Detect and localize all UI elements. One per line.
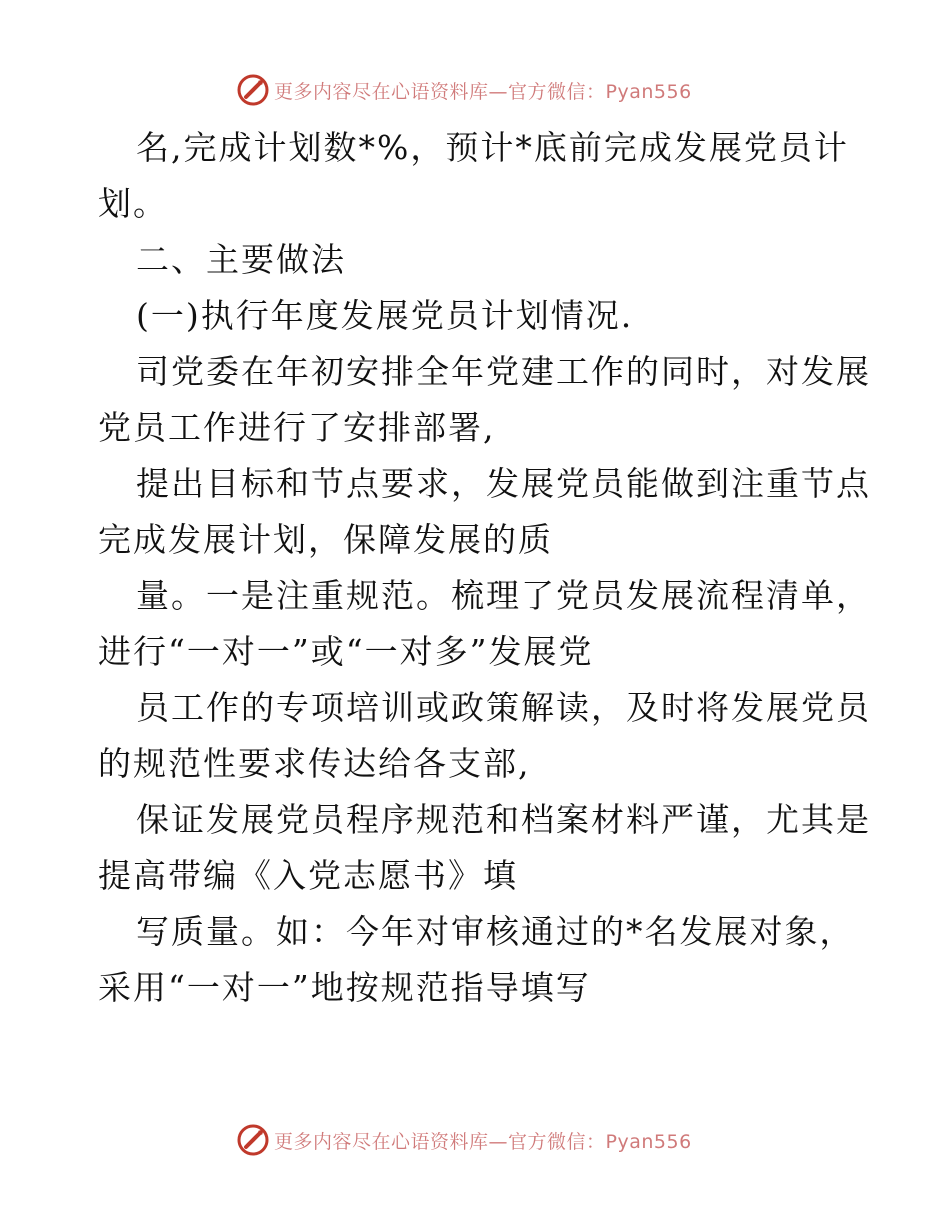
footer-watermark	[236, 1122, 692, 1158]
watermark-text: 更多内容尽在心语资料库—官方微信：Pyan556	[274, 1130, 692, 1153]
brand-logo-icon	[236, 1123, 270, 1157]
paragraph-line: 写质量。如：今年对审核通过的*名发展对象，	[136, 912, 855, 951]
paragraph-line: 的规范性要求传达给各支部,	[98, 744, 531, 783]
watermark-text: 更多内容尽在心语资料库—官方微信：Pyan556	[274, 80, 692, 103]
paragraph-line: 进行“一对一”或“一对多”发展党	[98, 632, 594, 671]
document-body	[98, 120, 871, 1016]
subsection-heading: (一)执行年度发展党员计划情况.	[136, 296, 634, 335]
paragraph-line: 员工作的专项培训或政策解读，及时将发展党员	[136, 688, 871, 727]
paragraph-line: 完成发展计划，保障发展的质	[98, 520, 553, 559]
paragraph-line: 提出目标和节点要求，发展党员能做到注重节点	[136, 464, 871, 503]
header-watermark	[236, 72, 692, 108]
paragraph-line: 采用“一对一”地按规范指导填写	[98, 968, 591, 1007]
paragraph-line: 党员工作进行了安排部署,	[98, 408, 496, 447]
brand-logo-icon	[236, 73, 270, 107]
paragraph-line: 名,完成计划数*%，预计*底前完成发展党员计	[136, 128, 849, 167]
section-heading: 二、主要做法	[136, 240, 346, 279]
paragraph-line: 量。一是注重规范。梳理了党员发展流程清单，	[136, 576, 871, 615]
paragraph-line: 划。	[98, 184, 168, 223]
paragraph-line: 提高带编《入党志愿书》填	[98, 856, 518, 895]
paragraph-line: 司党委在年初安排全年党建工作的同时，对发展	[136, 352, 871, 391]
paragraph-line: 保证发展党员程序规范和档案材料严谨，尤其是	[136, 800, 871, 839]
